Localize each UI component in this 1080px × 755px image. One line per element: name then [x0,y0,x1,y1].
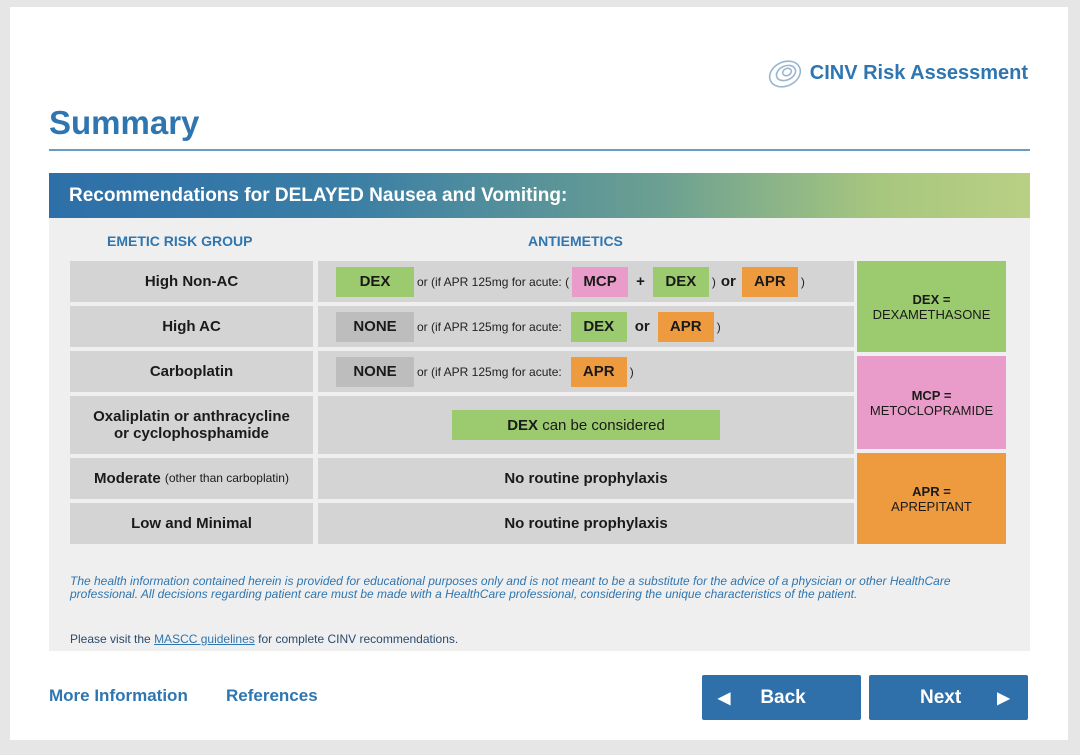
risk-group-line: Oxaliplatin or anthracycline [93,408,290,425]
panel-header [49,173,1030,218]
references-link[interactable]: References [226,686,318,705]
dex-tag: DEX [653,267,709,297]
apr-tag: APR [742,267,798,297]
disclaimer-text: The health information contained herein is provided for educational purposes only and is not meant to be a substitute for the advice of a physician or other HealthCare professional. All decisions regarding patient care must be made with a HealthCare professional, considering the unique characteristics of the patient. [70,574,951,601]
apr-tag: APR [658,312,714,342]
brand-title: CINV Risk Assessment [809,61,1028,84]
column-header-risk: EMETIC RISK GROUP [107,233,253,249]
risk-group-cell: Low and Minimal [70,503,313,544]
paren-close: ) [716,319,721,334]
more-information-link[interactable]: More Information [49,686,188,705]
back-button-label: Back [760,686,806,708]
risk-group-line: or cyclophosphamide [113,425,270,442]
antiemetic-cell: No routine prophylaxis [318,503,854,544]
next-button-label: Next [920,686,962,708]
legend-mcp [857,356,1006,449]
antiemetic-cell [318,396,854,454]
dex-tag: DEX [571,312,627,342]
back-button[interactable] [702,675,861,720]
next-button[interactable] [869,675,1028,720]
left-triangle-icon: ◀ [718,689,731,707]
risk-group-cell [70,458,313,499]
legend-full: DEXAMETHASONE [872,306,991,322]
legend-abbr: APR = [912,483,951,499]
dex-tag-label: DEX [507,416,539,434]
risk-group-cell: High AC [70,306,313,347]
mascc-guidelines-link[interactable]: MASCC guidelines [154,632,255,646]
legend-abbr: MCP = [911,387,952,403]
antiemetic-cell: No routine prophylaxis [318,458,854,499]
brand-header [766,56,1028,90]
acute-note: or (if APR 125mg for acute: ( [417,274,570,289]
guidelines-prefix: Please visit the [70,632,151,646]
table-row [70,261,854,302]
guidelines-note [70,632,458,646]
risk-group-cell: Carboplatin [70,351,313,392]
dex-tag: DEX [336,267,414,297]
risk-group-qualifier: (other than carboplatin) [164,471,289,485]
title-divider [49,149,1030,151]
guidelines-suffix: for complete CINV recommendations. [258,632,459,646]
considered-text: can be considered [542,416,665,434]
mcp-tag: MCP [572,267,628,297]
plus-sign: + [636,273,645,290]
swirl-logo-icon [766,56,804,90]
antiemetic-cell [318,261,854,302]
dex-considered-tag [452,410,720,440]
legend-apr [857,453,1006,544]
panel-header-title: Recommendations for DELAYED Nausea and Vomiting: [69,184,568,206]
paren-close: ) [629,364,634,379]
legend-abbr: DEX = [912,291,951,307]
paren-close: ) [711,274,716,289]
none-tag: NONE [336,357,414,387]
risk-group-cell: High Non-AC [70,261,313,302]
recommendations-panel [49,173,1030,651]
page-title: Summary [49,104,200,141]
antiemetic-cell [318,351,854,392]
table-row [70,351,854,392]
paren-close: ) [800,274,805,289]
or-word: or [720,273,736,290]
risk-group-label: Moderate [94,470,161,487]
right-triangle-icon: ▶ [997,689,1010,707]
legend-dex [857,261,1006,352]
table-row [70,396,854,454]
legend-full: APREPITANT [891,498,972,514]
legend-full: METOCLOPRAMIDE [869,402,994,418]
risk-group-cell [70,396,313,454]
acute-note: or (if APR 125mg for acute: [417,319,562,334]
antiemetic-cell [318,306,854,347]
table-row [70,306,854,347]
or-word: or [634,318,650,335]
acute-note: or (if APR 125mg for acute: [417,364,562,379]
none-tag: NONE [336,312,414,342]
column-header-antiemetics: ANTIEMETICS [528,233,623,249]
apr-tag: APR [571,357,627,387]
table-row [70,503,854,544]
table-row [70,458,854,499]
